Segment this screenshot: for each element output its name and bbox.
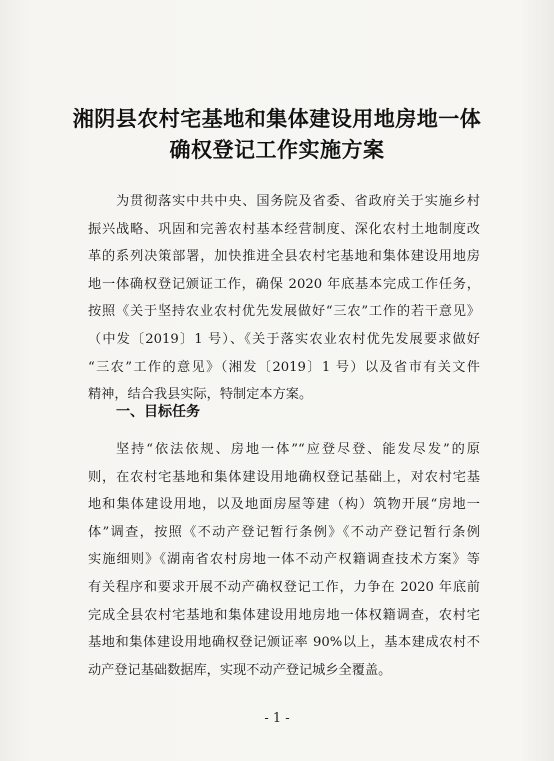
intro-line: 为贯彻落实中共中央、国务院及省委、省政府关于实施乡村 bbox=[116, 194, 480, 209]
intro-line: “三农”工作的意见》（湘发〔2019〕1 号）以及省市有关文件 bbox=[88, 359, 480, 375]
section-heading-goals: 一、目标任务 bbox=[116, 404, 200, 420]
goals-line: 完成全县农村宅基地和集体建设用地房地一体权籍调查，农村宅 bbox=[88, 607, 480, 623]
document-title-line-2: 确权登记工作实施方案 bbox=[169, 138, 385, 162]
goals-line: 动产登记基础数据库，实现不动产登记城乡全覆盖。 bbox=[88, 662, 392, 678]
intro-line: 地一体确权登记颁证工作，确保 2020 年底基本完成工作任务， bbox=[88, 276, 480, 292]
intro-paragraph bbox=[88, 188, 480, 409]
goals-line: 坚持“依法依规、房地一体”“应登尽登、能发尽发”的原 bbox=[116, 442, 480, 457]
goals-line: 基地和集体建设用地确权登记颁证率 90%以上，基本建成农村不 bbox=[88, 635, 480, 651]
goals-line: 实施细则》《湖南省农村房地一体不动产权籍调查技术方案》等 bbox=[88, 552, 480, 568]
intro-line: 革的系列决策部署，加快推进全县农村宅基地和集体建设用地房 bbox=[88, 249, 480, 265]
intro-line: （中发〔2019〕1 号）、《关于落实农业农村优先发展要求做好 bbox=[88, 331, 480, 347]
page-number: - 1 - bbox=[264, 711, 290, 726]
intro-line: 按照《关于坚持农业农村优先发展做好“三农”工作的若干意见》 bbox=[88, 304, 480, 320]
document-title-line-1: 湘阴县农村宅基地和集体建设用地房地一体 bbox=[72, 107, 482, 131]
goals-line: 体”调查，按照《不动产登记暂行条例》《不动产登记暂行条例 bbox=[88, 524, 480, 540]
goals-line: 地和集体建设用地，以及地面房屋等建（构）筑物开展“房地一 bbox=[88, 497, 480, 513]
goals-paragraph bbox=[88, 436, 480, 684]
intro-line: 振兴战略、巩固和完善农村基本经营制度、深化农村土地制度改 bbox=[88, 221, 480, 237]
goals-line: 有关程序和要求开展不动产确权登记工作，力争在 2020 年底前 bbox=[88, 579, 480, 595]
goals-line: 则，在农村宅基地和集体建设用地确权登记基础上，对农村宅基 bbox=[88, 469, 480, 485]
intro-line: 精神，结合我县实际，特制定本方案。 bbox=[88, 387, 313, 403]
